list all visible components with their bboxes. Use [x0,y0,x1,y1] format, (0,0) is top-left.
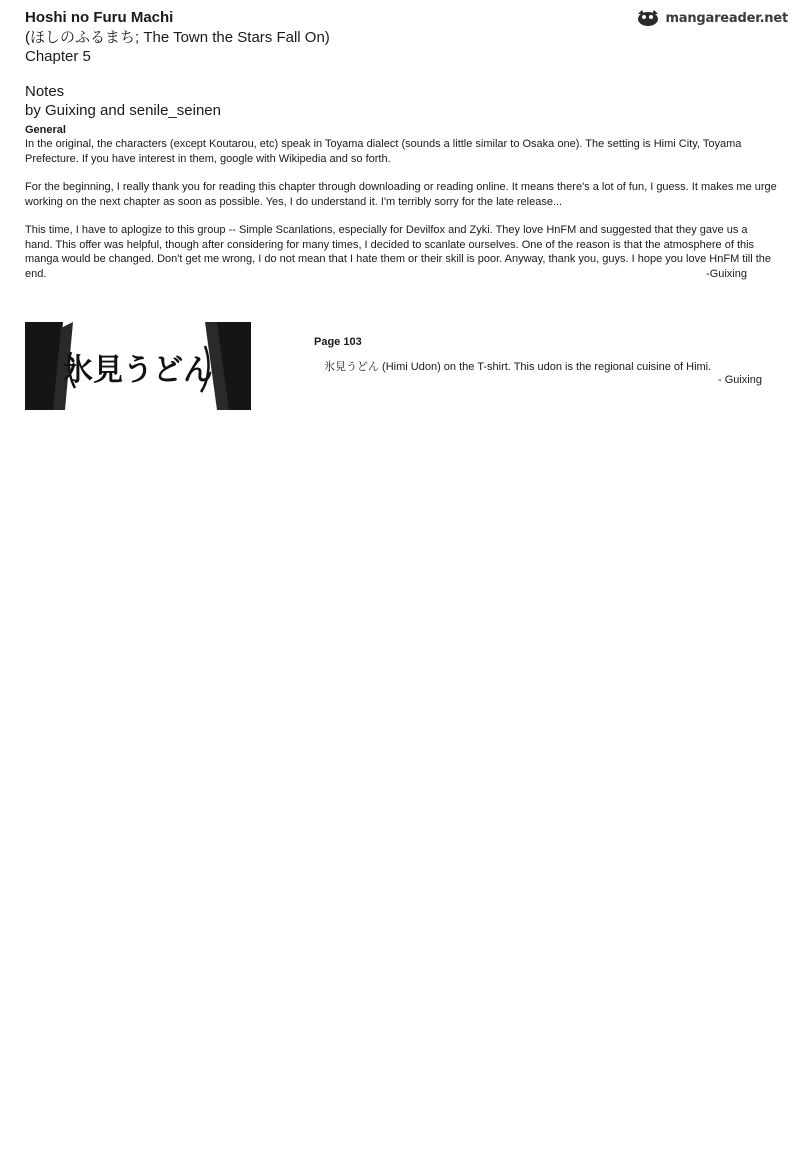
notes-paragraph [25,223,777,281]
page-title: Hoshi no Furu Machi [25,9,174,26]
shirt-text-panel [25,322,251,410]
notes-paragraph: For the beginning, I really thank you for reading this chapter through downloading or reading online. It means there's a lot of fun, I guess. It makes me urge working on the next chapter as soon as possible. Yes, I do understand it. I'm terribly sorry for the late release... [25,181,777,208]
notes-heading: Notes [25,83,65,100]
header [25,9,585,66]
notes-signature: -Guixing [706,267,747,280]
site-watermark [635,8,788,28]
page-note-text: 氷見うどん (Himi Udon) on the T-shirt. This udon is the regional cuisine of Himi. [324,361,712,373]
page-number-label: Page 103 [314,336,362,348]
page-subtitle: (ほしのふるまち; The Town the Stars Fall On) [25,29,330,46]
chapter-label: Chapter 5 [25,48,91,65]
page-note [314,336,764,386]
mascot-logo-icon [635,8,661,28]
manga-panel-image [25,322,251,410]
section-heading-general: General [25,124,66,136]
notes-paragraph-text: This time, I have to aplogize to this group -- Simple Scanlations, especially for Devilfox and Zyki. They love HnFM and suggested that they gave us a hand. This offer was helpful, though after considering for many times, I decided to scanlate ourselves. One of the reason is that the atmosphere of this manga would be changed. Don't get me wrong, I do not mean that I hate them or their skill is poor. Anyway, thank you, guys. I hope you love HnFM till the end. [25,224,772,280]
notes-section [25,82,777,295]
panel-text: 氷見うどん [63,353,213,388]
notes-paragraph: In the original, the characters (except Koutarou, etc) speak in Toyama dialect (sounds a little similar to Osaka one). The setting is Himi City, Toyama Prefecture. If you have interest in them, google with Wikipedia and so forth. [25,138,742,165]
page-note-signature: - Guixing [717,374,762,386]
watermark-text: mangareader.net [665,10,788,26]
notes-byline: by Guixing and senile_seinen [25,102,221,119]
